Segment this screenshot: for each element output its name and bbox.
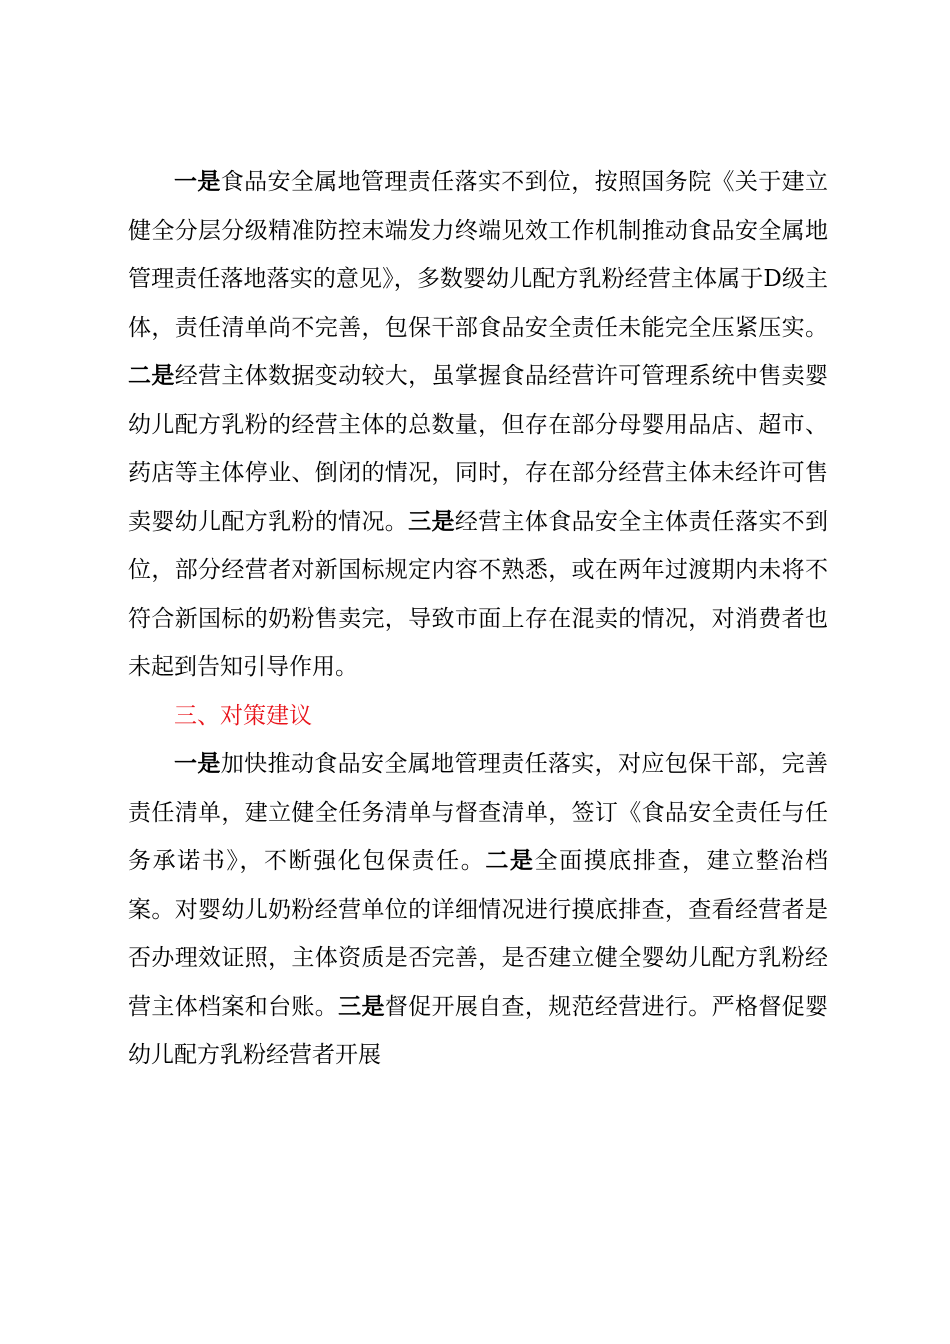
document-body [128,158,828,1080]
measure-two-text: 全面摸底排查，建立整治档案。对婴幼儿奶粉经营单位的详细情况进行摸底排查，查看经营者是否办理效证照，主体资质是否完善，是否建立健全婴幼儿配方乳粉经营主体档案和台账。 [128,848,829,1020]
measure-three-text: 督促开展自查，规范经营进行。严格督促婴幼儿配方乳粉经营者开展 [128,993,829,1068]
problem-one-text: 食品安全属地管理责任落实不到位，按照国务院《关于建立健全分层分级精准防控末端发力终端见效工作机制推动食品安全属地管理责任落地落实的意见》，多数婴幼儿配方乳粉经营主体属于D级主体，责任清单尚不完善，包保干部食品安全责任未能完全压紧压实。 [128,169,829,341]
measures-paragraph [128,740,828,1080]
measure-lead-one: 一是 [174,751,221,777]
lead-phrase-one: 一是 [174,169,221,195]
problems-paragraph [128,158,828,692]
measure-lead-two: 二是 [485,848,535,874]
lead-phrase-two: 二是 [128,363,175,389]
measure-lead-three: 三是 [338,993,385,1020]
problem-two-text: 经营主体数据变动较大，虽掌握食品经营许可管理系统中售卖婴幼儿配方乳粉的经营主体的总数量，但存在部分母婴用品店、超市、药店等主体停业、倒闭的情况，同时，存在部分经营主体未经许可售卖婴幼儿配方乳粉的情况。 [128,363,829,535]
lead-phrase-three: 三是 [408,508,455,535]
measure-one-text: 加快推动食品安全属地管理责任落实，对应包保干部，完善责任清单，建立健全任务清单与督查清单，签订《食品安全责任与任务承诺书》，不断强化包保责任。 [128,751,829,874]
section-heading: 三、对策建议 [174,702,312,729]
problem-three-text: 经营主体食品安全主体责任落实不到位，部分经营者对新国标规定内容不熟悉，或在两年过渡期内未将不符合新国标的奶粉售卖完，导致市面上存在混卖的情况，对消费者也未起到告知引导作用。 [128,508,829,680]
